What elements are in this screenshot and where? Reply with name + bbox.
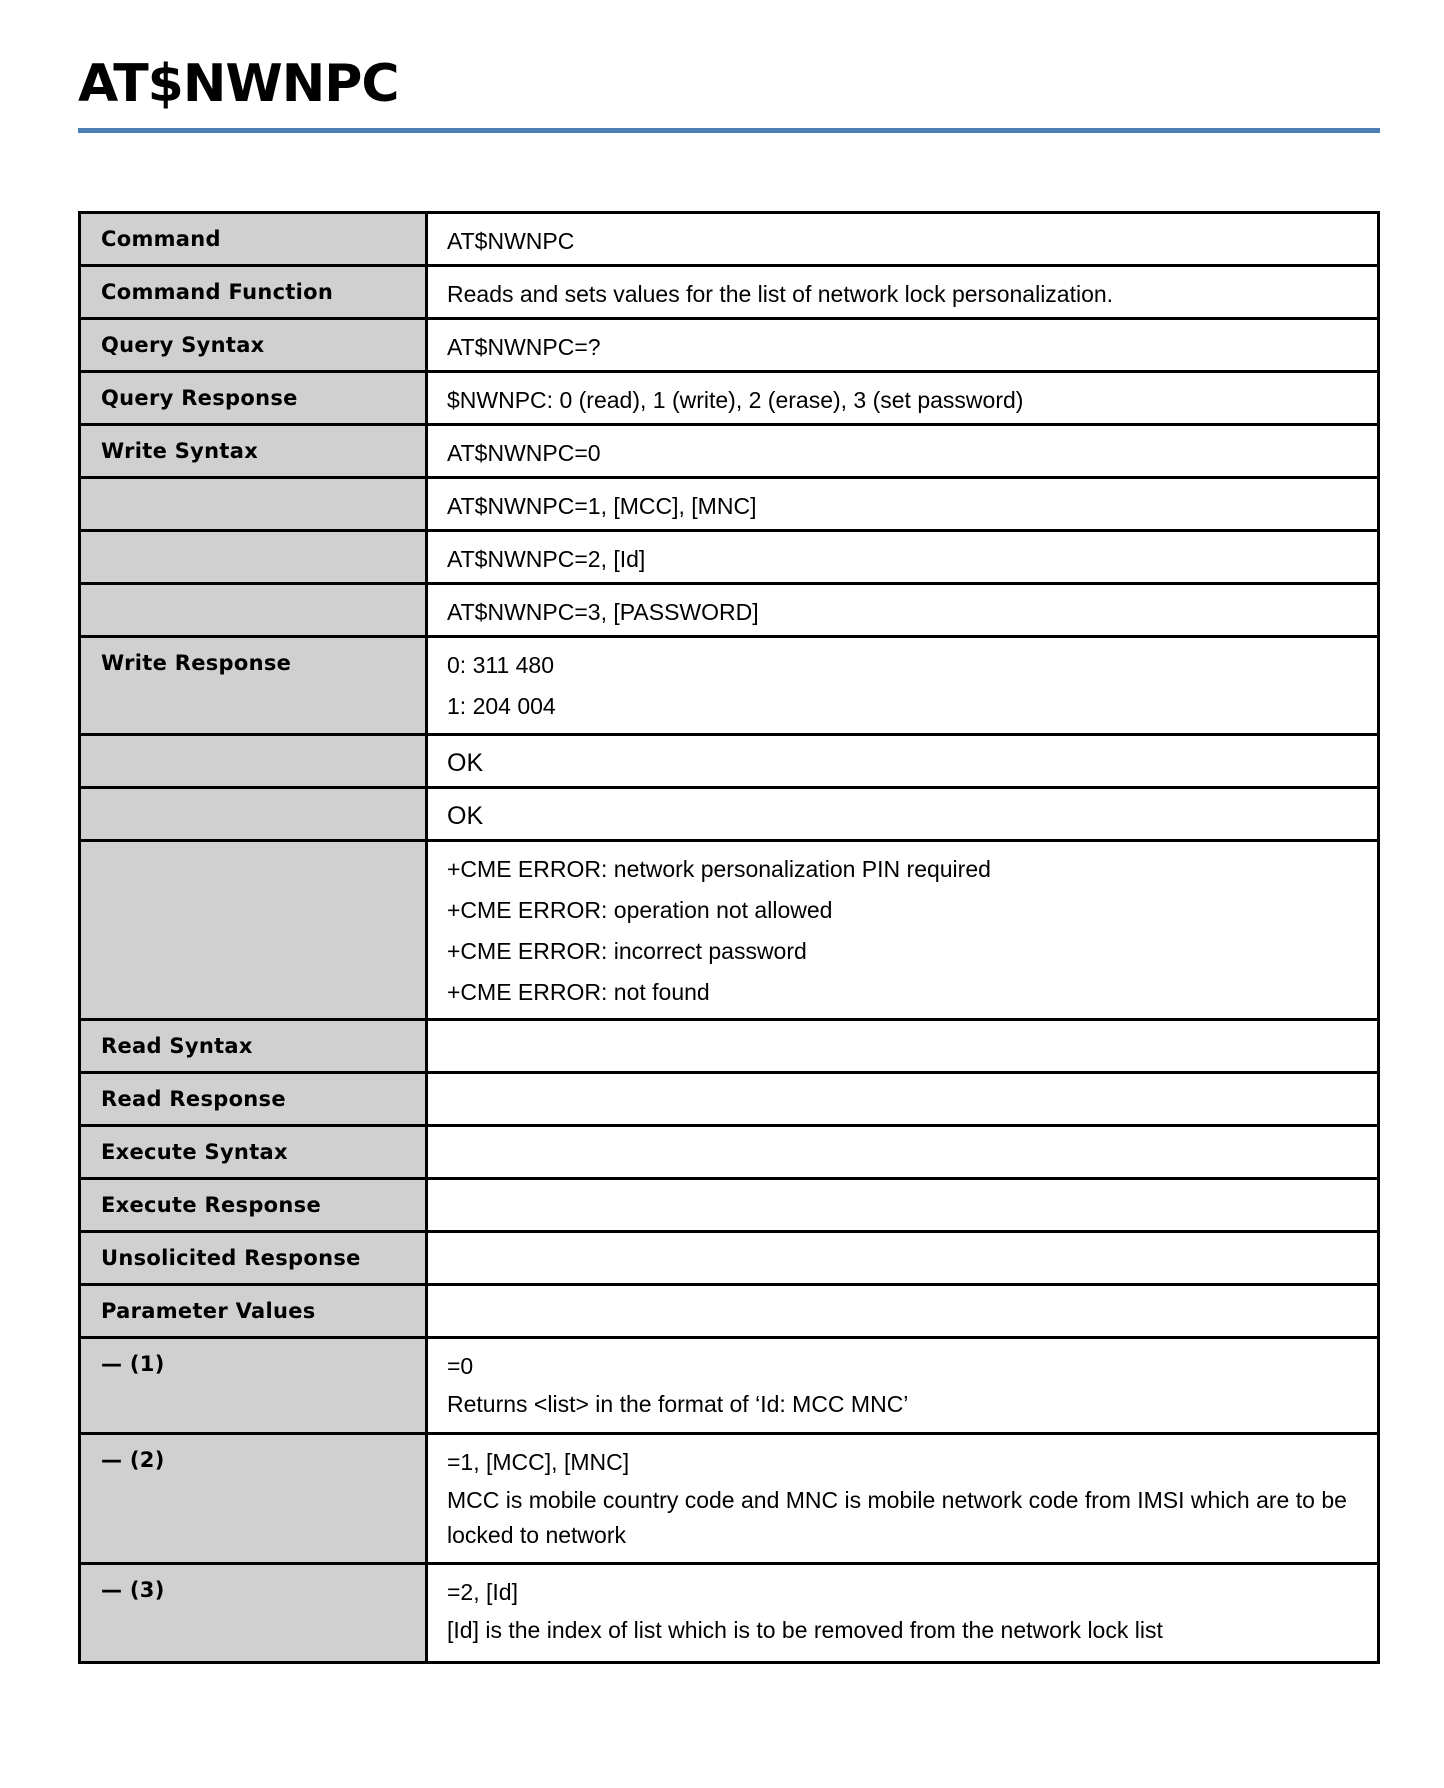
row-value-cell (427, 425, 1379, 478)
row-label (81, 789, 425, 800)
error-line: +CME ERROR: network personalization PIN required (447, 856, 991, 882)
table-row-write-syntax-cont (80, 478, 1379, 531)
param-syntax: =0 (447, 1353, 474, 1379)
row-value: 0: 311 480 (447, 652, 555, 678)
row-value-cell (427, 1126, 1379, 1179)
row-label-cell (80, 478, 427, 531)
param-syntax: =1, [MCC], [MNC] (447, 1449, 630, 1475)
row-value: AT$NWNPC (447, 228, 575, 254)
row-label-cell (80, 1126, 427, 1179)
table-row-query-syntax (80, 319, 1379, 372)
table-row-command (80, 213, 1379, 266)
row-value: AT$NWNPC=2, [Id] (447, 546, 646, 572)
row-label-cell (80, 1434, 427, 1564)
row-label: Unsolicited Response (101, 1246, 361, 1270)
row-label: Command (101, 227, 221, 251)
row-label: Read Syntax (101, 1034, 253, 1058)
table-row-write-syntax (80, 425, 1379, 478)
row-label-cell (80, 637, 427, 735)
row-label-cell (80, 213, 427, 266)
row-label: Execute Response (101, 1193, 321, 1217)
table-row-execute-response (80, 1179, 1379, 1232)
table-row-write-response-errors (80, 841, 1379, 1020)
table-row-unsolicited-response (80, 1232, 1379, 1285)
row-value-cell (427, 735, 1379, 788)
param-syntax: =2, [Id] (447, 1579, 518, 1605)
row-value-cell (427, 1179, 1379, 1232)
row-label (81, 479, 425, 490)
row-label (81, 532, 425, 543)
row-label-cell (80, 1285, 427, 1338)
row-label (81, 585, 425, 596)
command-spec-table (78, 211, 1380, 1664)
table-row-write-syntax-cont (80, 531, 1379, 584)
row-label-cell (80, 372, 427, 425)
row-value-cell (427, 1564, 1379, 1663)
row-value-cell (427, 478, 1379, 531)
row-value-cell (427, 584, 1379, 637)
row-value: Reads and sets values for the list of network lock personalization. (447, 281, 1114, 307)
param-description: MCC is mobile country code and MNC is mobile network code from IMSI which are to be locked to network (447, 1487, 1347, 1548)
row-value: OK (447, 802, 484, 830)
row-label-cell (80, 1232, 427, 1285)
row-value-cell (427, 1434, 1379, 1564)
table-row-write-syntax-cont (80, 584, 1379, 637)
table-row-execute-syntax (80, 1126, 1379, 1179)
row-label-cell (80, 266, 427, 319)
table-row-parameter-values (80, 1285, 1379, 1338)
row-label-cell (80, 1338, 427, 1434)
table-row-parameter-2 (80, 1434, 1379, 1564)
row-value-cell (427, 1020, 1379, 1073)
row-value: AT$NWNPC=? (447, 334, 601, 360)
row-value-cell (427, 319, 1379, 372)
row-value-cell (427, 213, 1379, 266)
row-label: Execute Syntax (101, 1140, 288, 1164)
row-label: Read Response (101, 1087, 286, 1111)
row-label-cell (80, 788, 427, 841)
row-label: Write Response (101, 651, 292, 675)
row-value-cell (427, 266, 1379, 319)
row-value: AT$NWNPC=1, [MCC], [MNC] (447, 493, 757, 519)
row-value-cell (427, 1285, 1379, 1338)
row-label-cell (80, 1564, 427, 1663)
row-label-cell (80, 584, 427, 637)
row-value-cell (427, 531, 1379, 584)
row-value: AT$NWNPC=3, [PASSWORD] (447, 599, 759, 625)
row-label-cell (80, 735, 427, 788)
error-line: +CME ERROR: operation not allowed (447, 897, 833, 923)
row-label: — (3) (101, 1578, 165, 1602)
table-row-parameter-3 (80, 1564, 1379, 1663)
table-row-write-response-ok (80, 788, 1379, 841)
table-row-command-function (80, 266, 1379, 319)
table-row-write-response-ok (80, 735, 1379, 788)
row-value-cell (427, 788, 1379, 841)
row-label: Query Syntax (101, 333, 265, 357)
row-value: $NWNPC: 0 (read), 1 (write), 2 (erase), 3 (set password) (447, 387, 1024, 413)
page-title: AT$NWNPC (78, 54, 399, 114)
param-description: [Id] is the index of list which is to be removed from the network lock list (447, 1617, 1163, 1643)
row-label-cell (80, 841, 427, 1020)
row-value: AT$NWNPC=0 (447, 440, 601, 466)
row-value: 1: 204 004 (447, 693, 556, 719)
row-value-cell (427, 372, 1379, 425)
error-line: +CME ERROR: incorrect password (447, 938, 807, 964)
row-value-cell (427, 1232, 1379, 1285)
row-label (81, 842, 425, 853)
table-row-read-response (80, 1073, 1379, 1126)
row-label (81, 736, 425, 747)
row-label: — (2) (101, 1448, 165, 1472)
row-label-cell (80, 319, 427, 372)
row-value-cell (427, 1073, 1379, 1126)
row-value: OK (447, 749, 484, 777)
table-row-write-response (80, 637, 1379, 735)
row-label-cell (80, 1073, 427, 1126)
row-label-cell (80, 1179, 427, 1232)
row-label: Parameter Values (101, 1299, 316, 1323)
row-label: Write Syntax (101, 439, 259, 463)
param-description: Returns <list> in the format of ‘Id: MCC MNC’ (447, 1391, 909, 1417)
row-label: Command Function (101, 280, 334, 304)
error-line: +CME ERROR: not found (447, 979, 710, 1005)
row-label: Query Response (101, 386, 298, 410)
title-underline (78, 128, 1380, 133)
row-value-cell (427, 1338, 1379, 1434)
table-row-query-response (80, 372, 1379, 425)
row-value-cell (427, 637, 1379, 735)
row-label-cell (80, 425, 427, 478)
row-value-cell (427, 841, 1379, 1020)
table-row-read-syntax (80, 1020, 1379, 1073)
row-label-cell (80, 1020, 427, 1073)
row-label: — (1) (101, 1352, 165, 1376)
row-label-cell (80, 531, 427, 584)
table-row-parameter-1 (80, 1338, 1379, 1434)
